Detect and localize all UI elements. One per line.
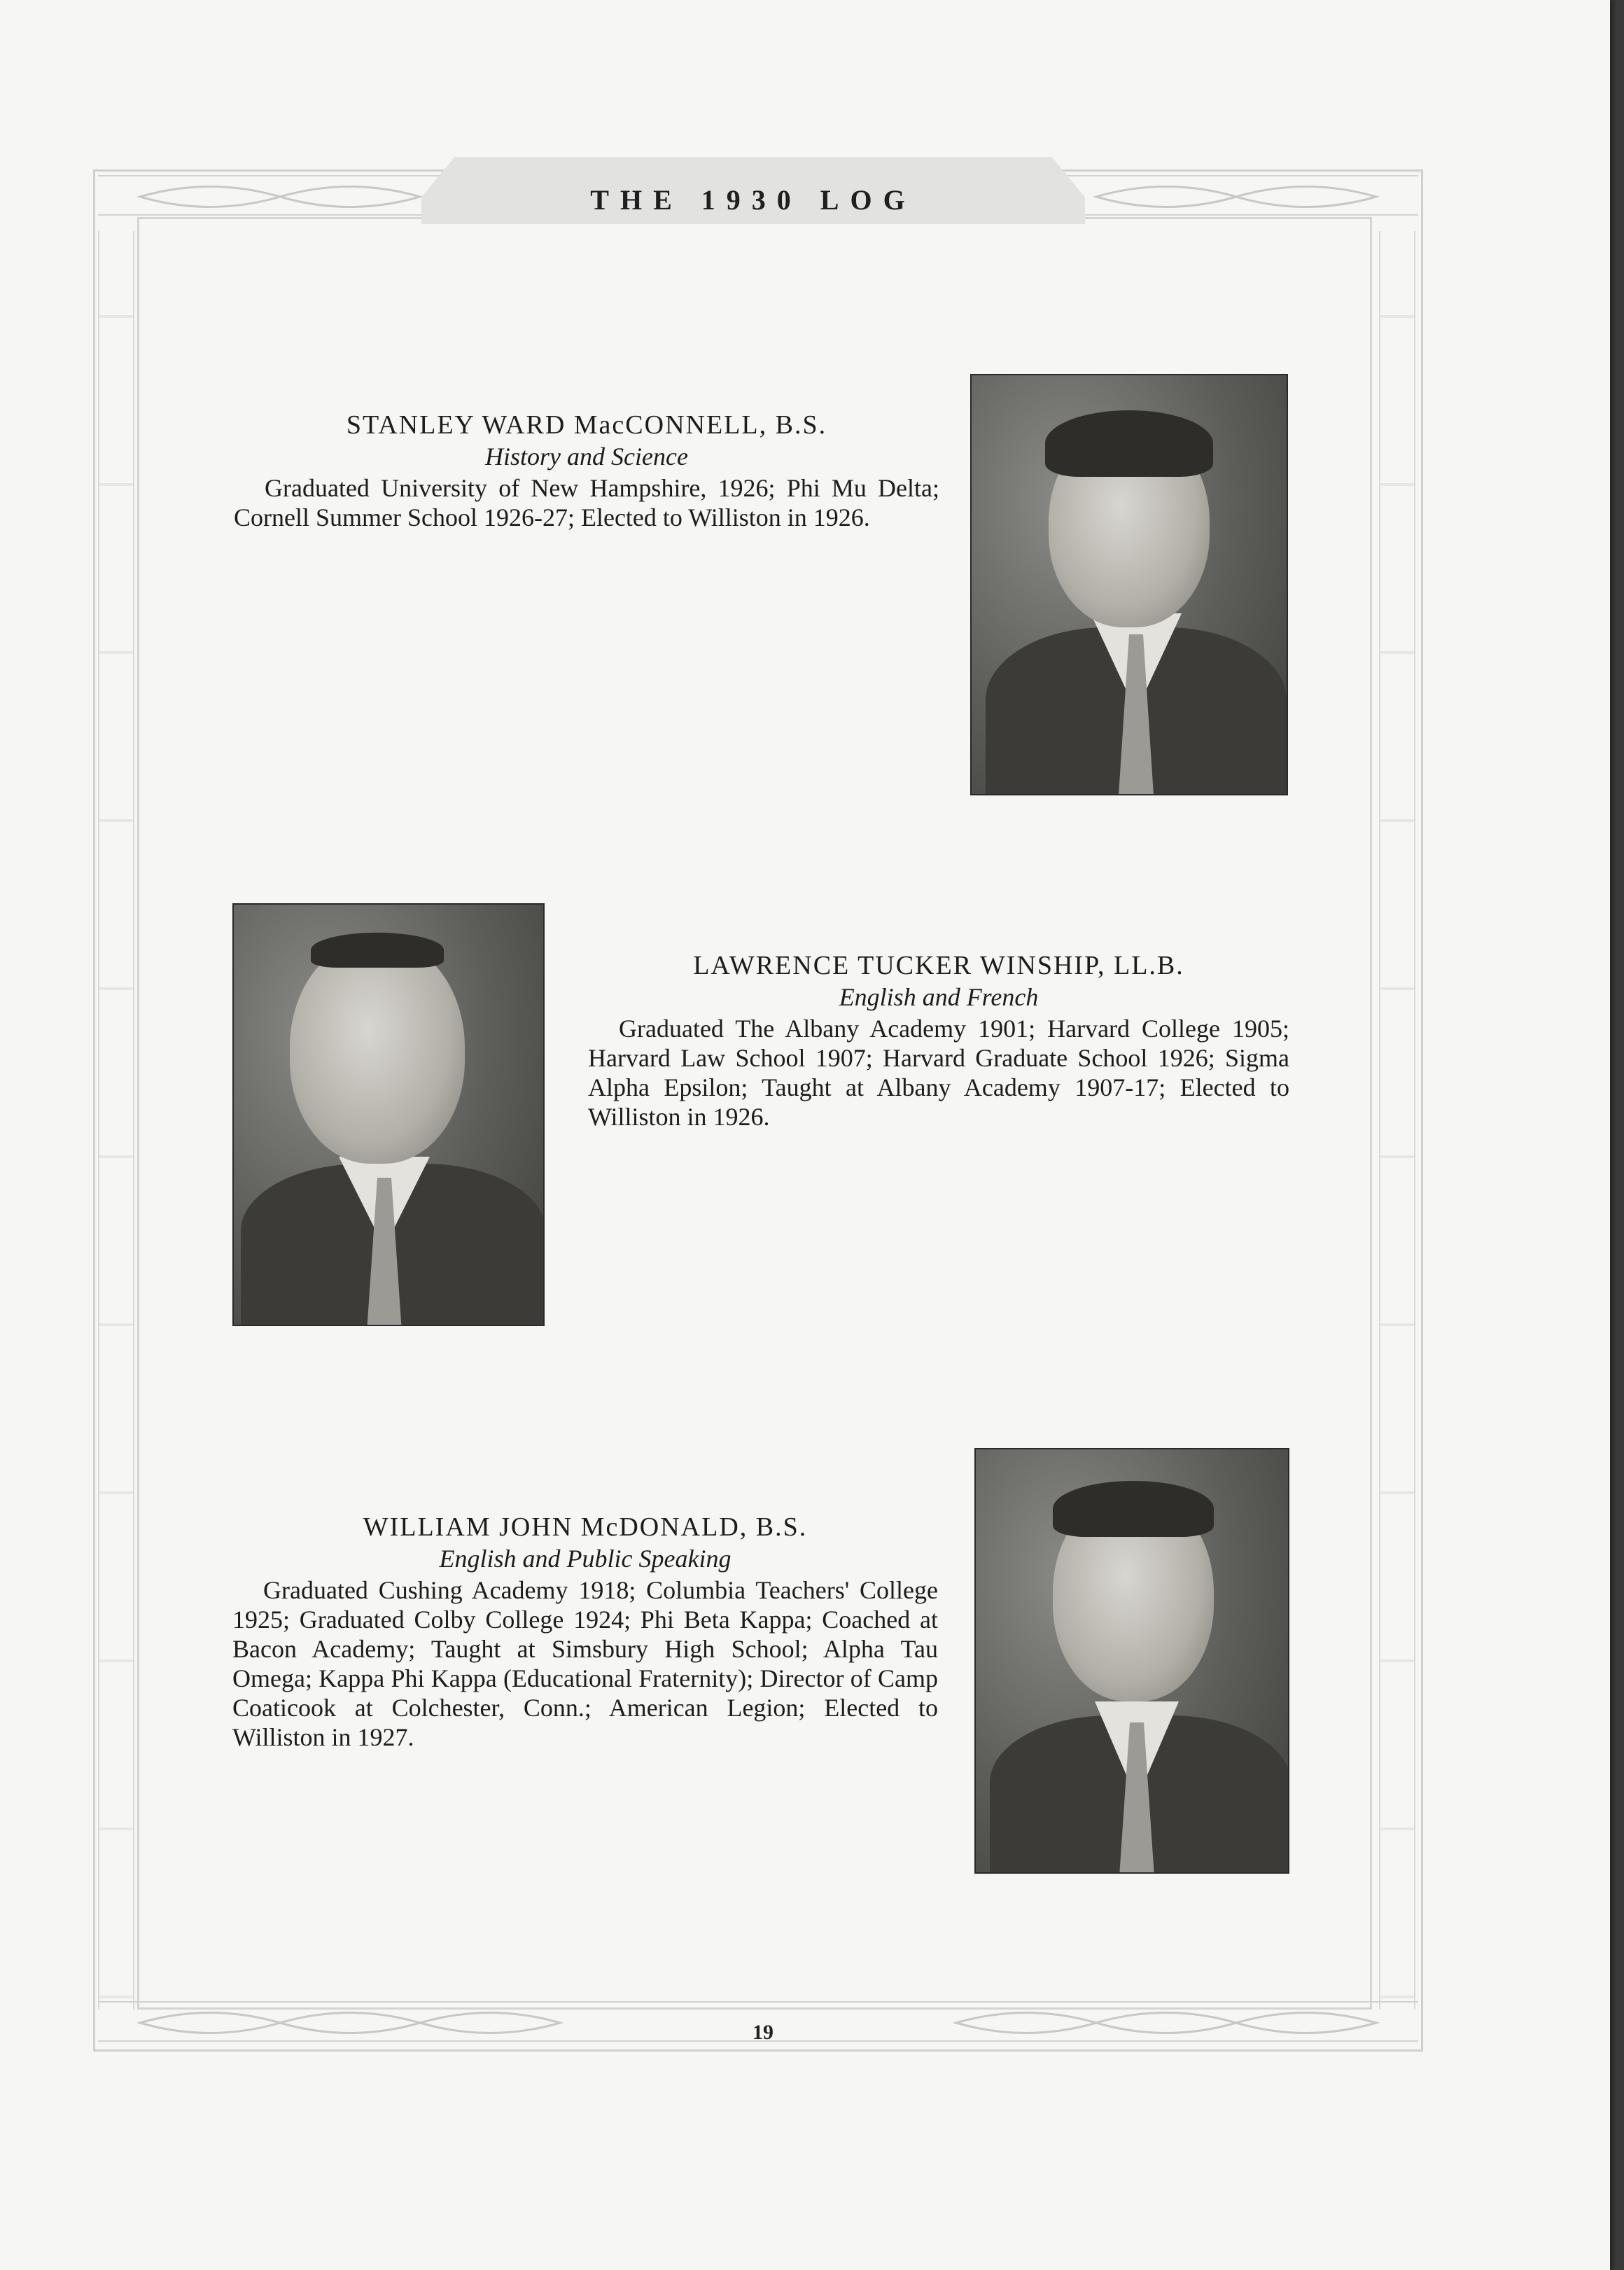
faculty-name: STANLEY WARD MacCONNELL, B.S.	[346, 410, 827, 440]
faculty-subject: History and Science	[485, 443, 688, 471]
page-number: 19	[752, 2021, 774, 2044]
faculty-subject: English and French	[839, 983, 1039, 1011]
faculty-name: LAWRENCE TUCKER WINSHIP, LL.B.	[693, 951, 1184, 980]
portrait-photo	[970, 374, 1288, 795]
faculty-name: WILLIAM JOHN McDONALD, B.S.	[363, 1512, 808, 1542]
faculty-entry	[588, 949, 1289, 1131]
faculty-entry	[234, 409, 939, 532]
faculty-bio: Graduated University of New Hampshire, 1926; Phi Mu Delta; Cornell Summer School 1926-27; Elected to Williston in 1926.	[234, 474, 939, 531]
faculty-bio: Graduated The Albany Academy 1901; Harvard College 1905; Harvard Law School 1907; Harvard Graduate School 1926; Sigma Alpha Epsilon; Taught at Albany Academy 1907-17; Elected to Williston in 1926.	[588, 1015, 1289, 1131]
faculty-subject: English and Public Speaking	[439, 1545, 732, 1573]
portrait-photo	[974, 1448, 1289, 1874]
page-title: THE 1930 LOG	[590, 184, 916, 216]
portrait-photo	[232, 903, 545, 1326]
faculty-entry	[232, 1511, 938, 1752]
faculty-bio: Graduated Cushing Academy 1918; Columbia Teachers' College 1925; Graduated Colby College 1924; Phi Beta Kappa; Coached at Bacon Academy; Taught at Simsbury High School; Alpha Tau Omega; Kappa Phi Kappa (Educational Fraternity); Director of Camp Coaticook at Colchester, Conn.; American Legion; Elected to Williston in 1927.	[232, 1576, 938, 1751]
